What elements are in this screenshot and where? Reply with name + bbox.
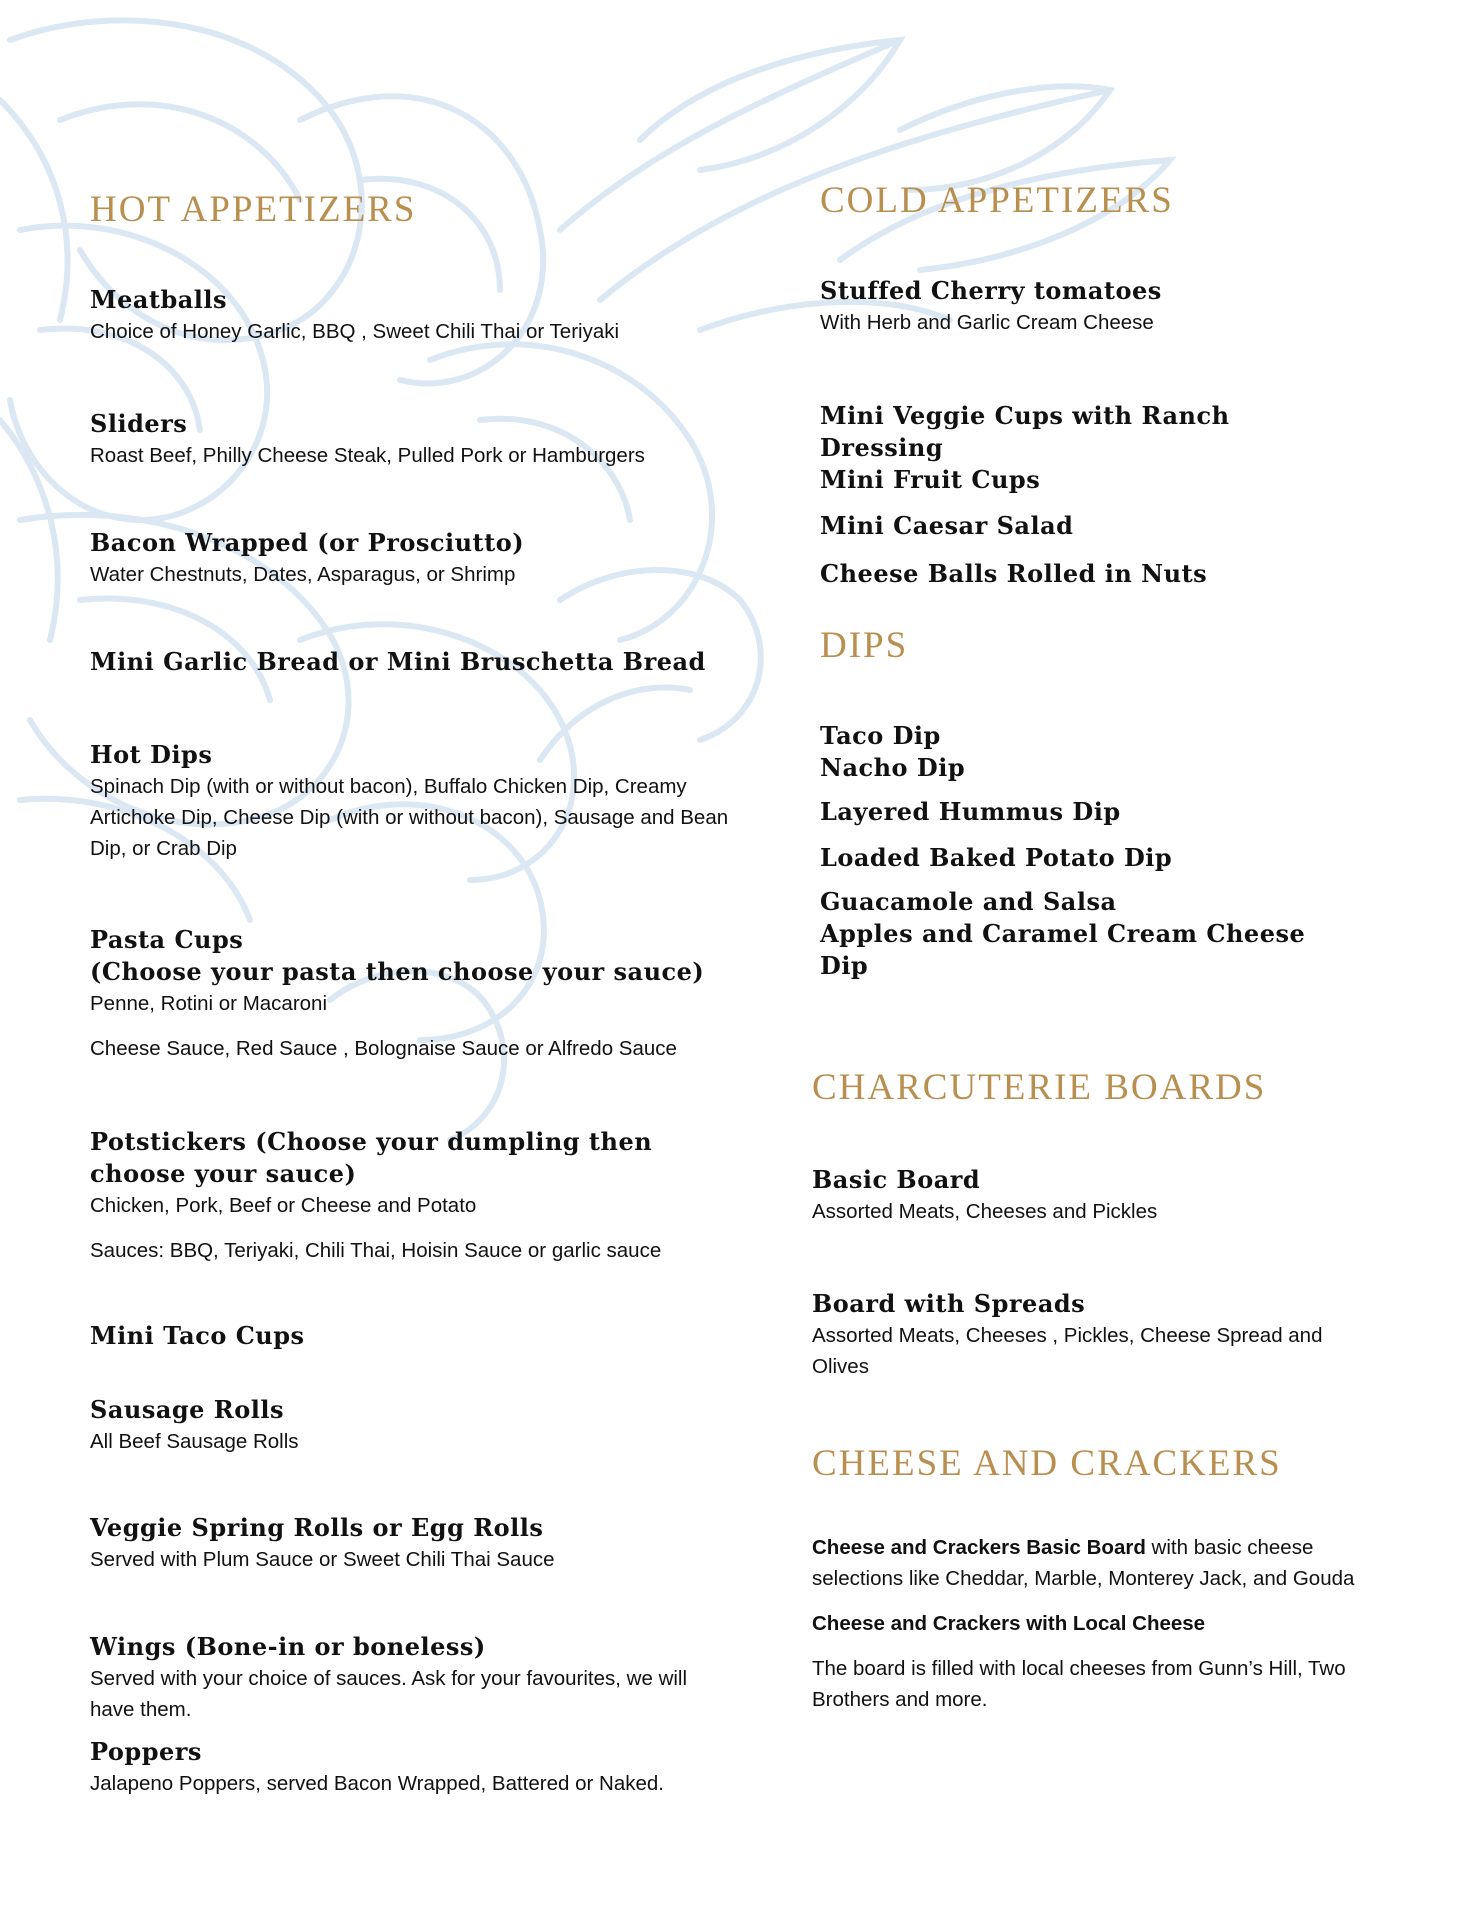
item-description: Jalapeno Poppers, served Bacon Wrapped, Battered or Naked. xyxy=(90,1772,664,1795)
charcuterie-title: CHARCUTERIE BOARDS xyxy=(812,1067,1267,1108)
menu-item-apples-caramel: Apples and Caramel Cream Cheese Dip xyxy=(820,919,1306,980)
item-name: Mini Taco Cups xyxy=(90,1321,305,1350)
item-name: Stuffed Cherry tomatoes xyxy=(820,276,1162,305)
cheese-local-desc: The board is filled with local cheeses from Gunn’s Hill, Two Brothers and more. xyxy=(812,1657,1346,1711)
item-name: Hot Dips xyxy=(90,740,213,769)
menu-item-garlic-bread xyxy=(90,646,750,678)
menu-item-bacon-wrapped xyxy=(90,527,750,590)
cheese-basic-board-title: Cheese and Crackers Basic Board xyxy=(812,1536,1146,1559)
item-description: Served with your choice of sauces. Ask for your favourites, we will have them. xyxy=(90,1667,688,1721)
cold-items-list xyxy=(820,400,1360,590)
cold-appetizers-title: COLD APPETIZERS xyxy=(820,180,1174,221)
menu-item-fruit-cups: Mini Fruit Cups xyxy=(820,465,1041,494)
item-name-subtitle: (Choose your pasta then choose your sauce) xyxy=(90,957,705,986)
item-name: Wings (Bone-in or boneless) xyxy=(90,1632,486,1661)
item-description: Choice of Honey Garlic, BBQ , Sweet Chili Thai or Teriyaki xyxy=(90,320,620,343)
item-name: Sausage Rolls xyxy=(90,1395,284,1424)
menu-item-veggie-cups: Mini Veggie Cups with Ranch Dressing xyxy=(820,401,1230,462)
menu-item-potstickers xyxy=(90,1126,710,1266)
item-name: Potstickers (Choose your dumpling then choose your sauce) xyxy=(90,1127,653,1188)
menu-item-hot-dips xyxy=(90,739,750,864)
item-name: Veggie Spring Rolls or Egg Rolls xyxy=(90,1513,544,1542)
menu-item-wings xyxy=(90,1631,730,1725)
dips-title: DIPS xyxy=(820,625,909,666)
item-description: Chicken, Pork, Beef or Cheese and Potato xyxy=(90,1194,477,1217)
item-description: Assorted Meats, Cheeses , Pickles, Cheese Spread and Olives xyxy=(812,1324,1323,1378)
item-description: Spinach Dip (with or without bacon), Buffalo Chicken Dip, Creamy Artichoke Dip, Cheese Dip (with or without bacon), Sausage and Bean Dip, or Crab Dip xyxy=(90,775,729,860)
menu-item-caesar-salad: Mini Caesar Salad xyxy=(820,511,1074,540)
hot-appetizers-title: HOT APPETIZERS xyxy=(90,189,417,230)
menu-item-nacho-dip: Nacho Dip xyxy=(820,753,966,782)
item-name: Sliders xyxy=(90,409,188,438)
menu-item-poppers xyxy=(90,1736,750,1799)
cheese-crackers-title: CHEESE AND CRACKERS xyxy=(812,1443,1282,1484)
item-name: Bacon Wrapped (or Prosciutto) xyxy=(90,528,525,557)
cheese-basic-board-desc: with basic cheese selections like Cheddar, Marble, Monterey Jack, and Gouda xyxy=(812,1536,1355,1590)
item-name: Mini Garlic Bread or Mini Bruschetta Bread xyxy=(90,647,706,676)
cheese-local-title: Cheese and Crackers with Local Cheese xyxy=(812,1612,1206,1635)
cheese-crackers-items xyxy=(812,1532,1362,1715)
menu-item-board-spreads xyxy=(812,1288,1372,1382)
menu-item-hummus-dip: Layered Hummus Dip xyxy=(820,797,1121,826)
item-name: Meatballs xyxy=(90,285,228,314)
menu-item-cheese-balls: Cheese Balls Rolled in Nuts xyxy=(820,559,1208,588)
item-description: Roast Beef, Philly Cheese Steak, Pulled Pork or Hamburgers xyxy=(90,444,645,467)
item-description-sauces: Cheese Sauce, Red Sauce , Bolognaise Sauce or Alfredo Sauce xyxy=(90,1037,677,1060)
item-description-sauces: Sauces: BBQ, Teriyaki, Chili Thai, Hoisin Sauce or garlic sauce xyxy=(90,1239,662,1262)
menu-item-sliders xyxy=(90,408,750,471)
menu-item-stuffed-tomatoes xyxy=(820,275,1360,338)
cheese-basic-board xyxy=(812,1532,1362,1594)
item-description: With Herb and Garlic Cream Cheese xyxy=(820,311,1154,334)
item-name: Poppers xyxy=(90,1737,202,1766)
dips-list xyxy=(820,720,1360,982)
menu-item-potato-dip: Loaded Baked Potato Dip xyxy=(820,843,1173,872)
menu-item-basic-board xyxy=(812,1164,1372,1227)
menu-item-guacamole: Guacamole and Salsa xyxy=(820,887,1117,916)
item-name: Pasta Cups xyxy=(90,925,244,954)
menu-item-mini-taco-cups xyxy=(90,1320,750,1352)
item-description: All Beef Sausage Rolls xyxy=(90,1430,299,1453)
item-description: Water Chestnuts, Dates, Asparagus, or Shrimp xyxy=(90,563,516,586)
menu-item-spring-rolls xyxy=(90,1512,750,1575)
menu-item-meatballs xyxy=(90,284,750,347)
menu-item-sausage-rolls xyxy=(90,1394,750,1457)
item-description: Served with Plum Sauce or Sweet Chili Thai Sauce xyxy=(90,1548,555,1571)
item-name: Board with Spreads xyxy=(812,1289,1086,1318)
menu-item-pasta-cups xyxy=(90,924,750,1064)
menu-item-taco-dip: Taco Dip xyxy=(820,721,941,750)
item-description: Assorted Meats, Cheeses and Pickles xyxy=(812,1200,1158,1223)
item-description: Penne, Rotini or Macaroni xyxy=(90,992,328,1015)
item-name: Basic Board xyxy=(812,1165,981,1194)
